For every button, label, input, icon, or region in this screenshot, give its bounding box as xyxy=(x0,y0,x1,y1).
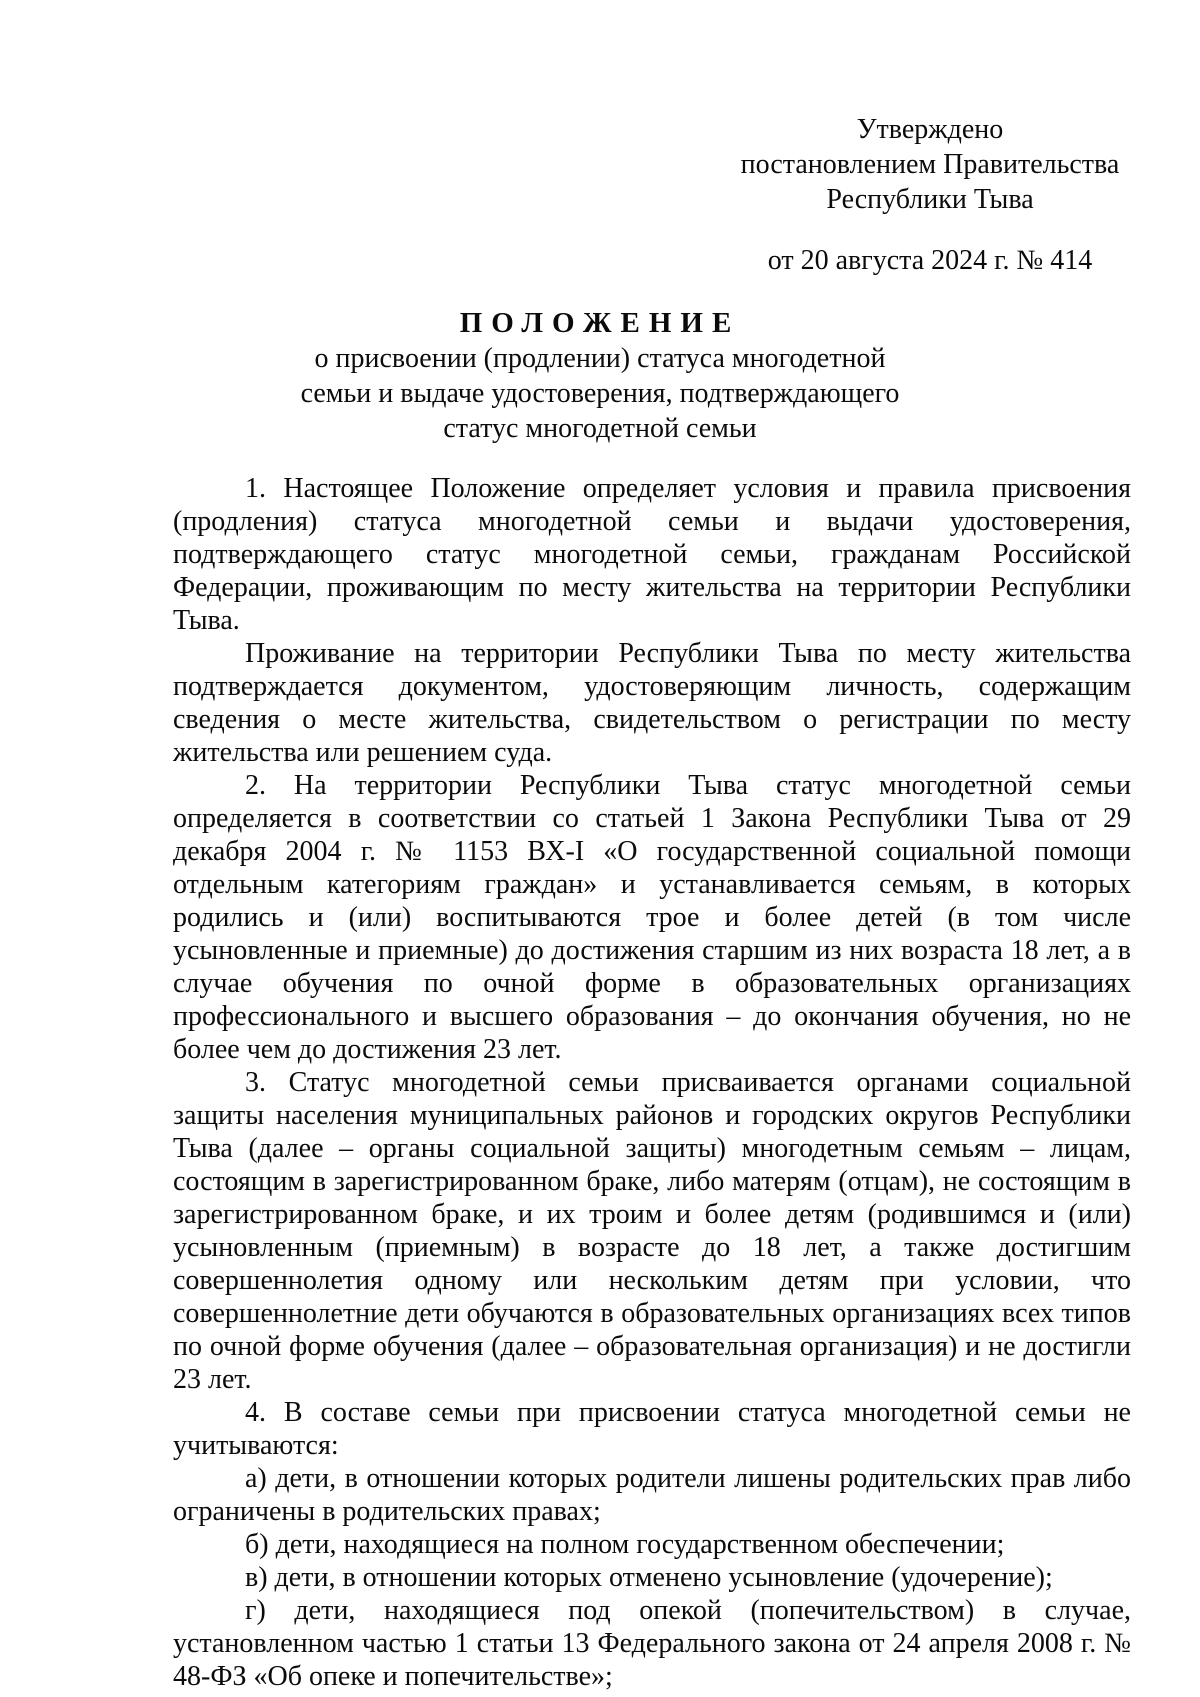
document-subtitle xyxy=(150,341,1050,446)
subtitle-line: семьи и выдаче удостоверения, подтверждающего xyxy=(300,378,900,409)
list-item-g: г) дети, находящиеся под опекой (попечительством) в случае, установленном частью 1 статьи 13 Федерального закона от 24 апреля 2008 г. № 48-ФЗ «Об опеке и попечительстве»; xyxy=(173,1595,1131,1692)
subtitle-line: статус многодетной семьи xyxy=(443,413,757,444)
paragraph-3: 3. Статус многодетной семьи присваивается органами социальной защиты населения муниципальных районов и городских округов Республики Тыва (далее – органы социальной защиты) многодетным семьям – лицам, состоящим в зарегистрированном браке, либо матерям (отцам), не состоящим в зарегистрированном браке, и их троим и более детям (родившимся и (или) усыновленным (приемным) в возрасте до 18 лет, а также достигшим совершеннолетия одному или нескольким детям при условии, что совершеннолетние дети обучаются в образовательных организациях всех типов по очной форме обучения (далее – образовательная организация) и не достигли 23 лет. xyxy=(173,1067,1131,1395)
approval-line: постановлением Правительства xyxy=(740,149,1120,180)
title-block xyxy=(150,305,1050,446)
list-item-v: в) дети, в отношении которых отменено усыновление (удочерение); xyxy=(245,1562,1053,1593)
document-body xyxy=(173,472,1131,1693)
paragraph-residence: Проживание на территории Республики Тыва по месту жительства подтверждается документом, удостоверяющим личность, содержащим сведения о месте жительства, свидетельством о регистрации по месту жительства или решением суда. xyxy=(173,638,1131,768)
approval-date: от 20 августа 2024 г. № 414 xyxy=(767,245,1093,276)
paragraph-1: 1. Настоящее Положение определяет условия и правила присвоения (продления) статуса многодетной семьи и выдачи удостоверения, подтверждающего статус многодетной семьи, гражданам Российской Федерации, проживающим по месту жительства на территории Республики Тыва. xyxy=(173,473,1131,636)
approval-block xyxy=(740,112,1120,278)
list-item-b: б) дети, находящиеся на полном государственном обеспечении; xyxy=(245,1529,1005,1560)
paragraph-4: 4. В составе семьи при присвоении статуса многодетной семьи не учитываются: xyxy=(173,1397,1131,1461)
subtitle-line: о присвоении (продлении) статуса многодетной xyxy=(314,343,886,374)
list-item-a: а) дети, в отношении которых родители лишены родительских прав либо ограничены в родительских правах; xyxy=(173,1463,1131,1527)
paragraph-2: 2. На территории Республики Тыва статус многодетной семьи определяется в соответствии со статьей 1 Закона Республики Тыва от 29 декабря 2004 г. № 1153 ВХ-I «О государственной социальной помощи отдельным категориям граждан» и устанавливается семьям, в которых родились и (или) воспитываются трое и более детей (в том числе усыновленные и приемные) до достижения старшим из них возраста 18 лет, а в случае обучения по очной форме в образовательных организациях профессионального и высшего образования – до окончания обучения, но не более чем до достижения 23 лет. xyxy=(173,770,1131,1065)
approval-line: Утверждено xyxy=(856,114,1004,145)
document-title: ПОЛОЖЕНИЕ xyxy=(459,307,741,339)
approval-line: Республики Тыва xyxy=(826,184,1034,215)
